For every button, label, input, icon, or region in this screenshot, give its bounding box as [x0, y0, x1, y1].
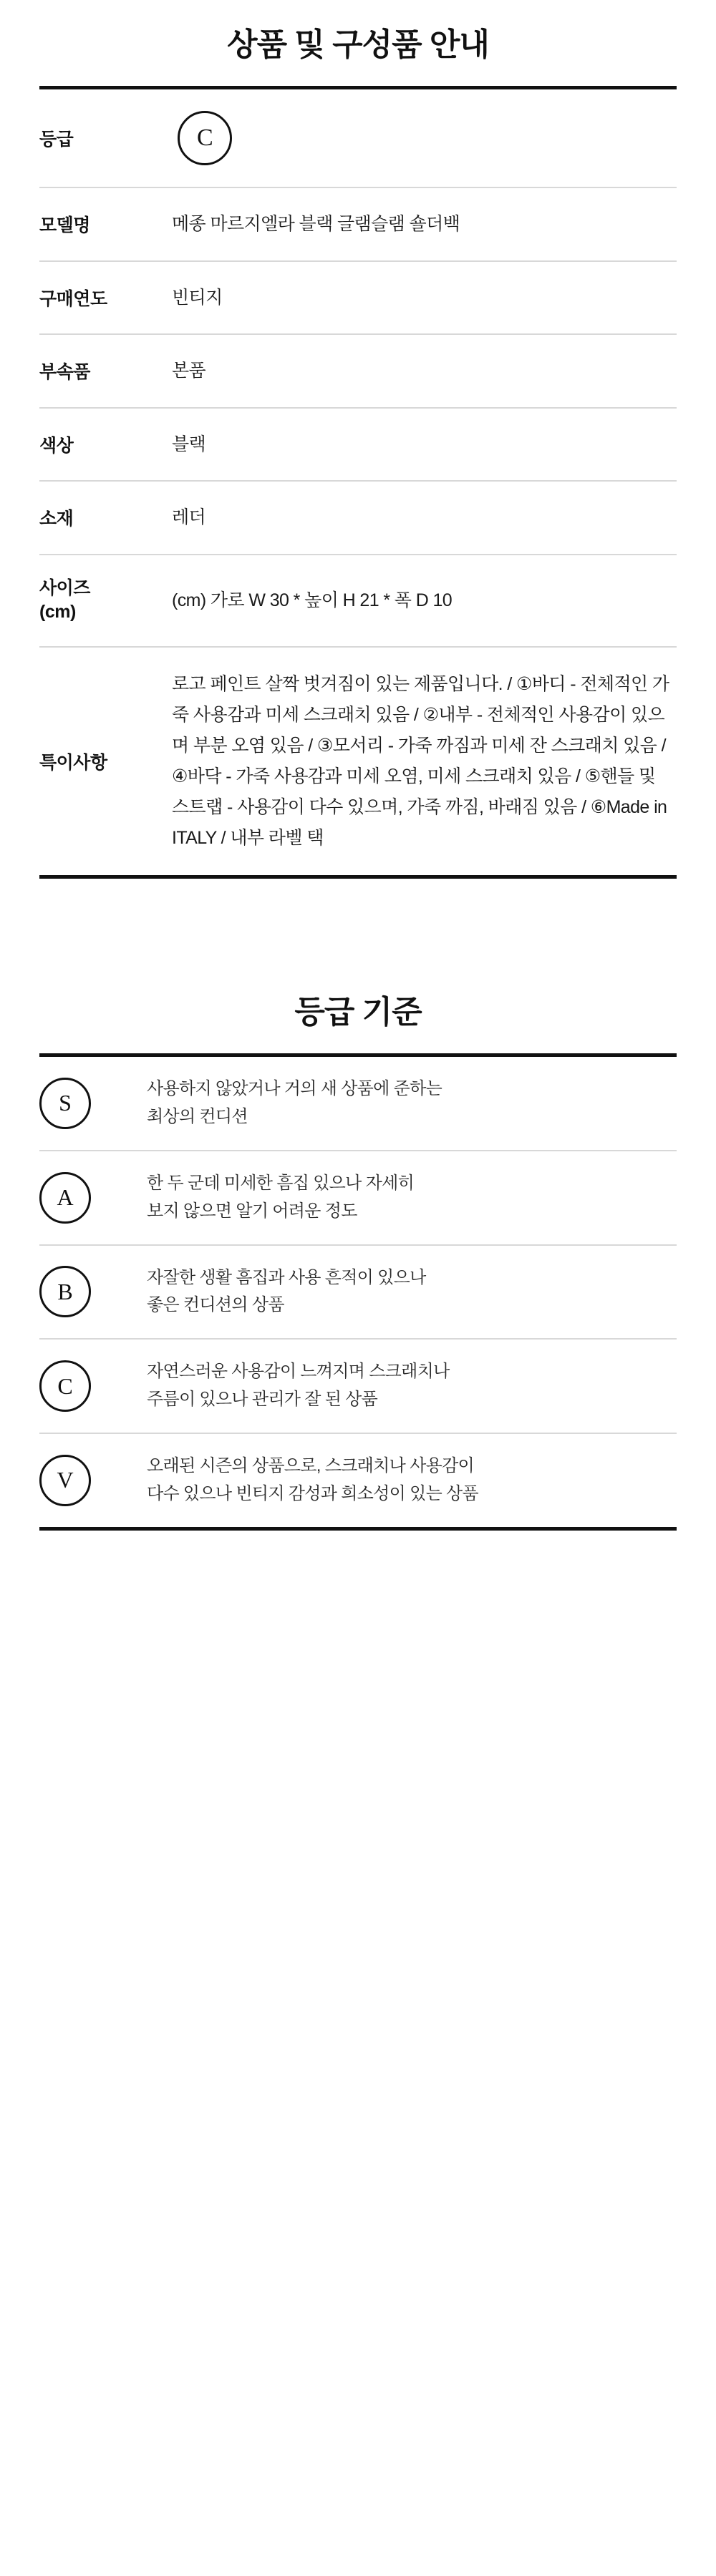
- grade-desc-s-line1: 사용하지 않았거나 거의 새 상품에 준하는: [147, 1079, 442, 1098]
- grade-badge-s: S: [39, 1078, 91, 1129]
- spec-value-model: 메종 마르지엘라 블랙 글램슬램 숄더백: [172, 187, 677, 261]
- table-row: [39, 261, 677, 335]
- grade-criteria-section: [0, 986, 716, 1531]
- grade-desc-v-line1: 오래된 시즌의 상품으로, 스크래치나 사용감이: [147, 1456, 475, 1475]
- table-row: [39, 1151, 677, 1245]
- spec-value-material: 레더: [172, 481, 677, 555]
- grade-criteria-table: [39, 1053, 677, 1531]
- grade-desc-c: [147, 1339, 677, 1433]
- grade-desc-v: [147, 1433, 677, 1528]
- table-row: [39, 187, 677, 261]
- spec-label-size: [39, 555, 172, 648]
- page-title: 상품 및 구성품 안내: [227, 27, 489, 62]
- spec-label-purchase-year: 구매연도: [39, 261, 172, 335]
- grade-mark-cell-c: [39, 1339, 147, 1433]
- spec-label-grade: 등급: [39, 88, 172, 188]
- grade-badge-a: A: [39, 1172, 91, 1224]
- grade-badge-v: V: [39, 1455, 91, 1506]
- section-divider-space: [0, 879, 716, 986]
- spec-label-size-line1: 사이즈: [39, 577, 90, 598]
- spec-label-size-line2: (cm): [39, 602, 76, 623]
- table-row: [39, 647, 677, 877]
- spec-value-accessories: 본품: [172, 334, 677, 408]
- grade-desc-a-line1: 한 두 군데 미세한 흠집 있으나 자세히: [147, 1173, 415, 1193]
- grade-mark-cell-v: [39, 1433, 147, 1528]
- spec-label-model: 모델명: [39, 187, 172, 261]
- grade-desc-s-line2: 최상의 컨디션: [147, 1106, 248, 1126]
- spec-value-color: 블랙: [172, 408, 677, 482]
- table-row: [39, 334, 677, 408]
- grade-desc-v-line2: 다수 있으나 빈티지 감성과 희소성이 있는 상품: [147, 1483, 479, 1503]
- spec-label-notes: 특이사항: [39, 647, 172, 877]
- grade-criteria-title: 등급 기준: [294, 995, 422, 1030]
- product-info-section: [0, 0, 716, 879]
- table-row: [39, 1055, 677, 1151]
- grade-desc-a: [147, 1151, 677, 1245]
- spec-value-notes: 로고 페인트 살짝 벗겨짐이 있는 제품입니다. / ①바디 - 전체적인 가죽 사용감과 미세 스크래치 있음 / ②내부 - 전체적인 사용감이 있으며 부분 오염 있음 / ③모서리 - 가죽 까짐과 미세 잔 스크래치 있음 / ④바닥 - 가죽 사용감과 미세 오염, 미세 스크래치 있음 / ⑤핸들 및 스트랩 - 사용감이 다수 있으며, 가죽 까짐, 바래짐 있음 / ⑥Made in ITALY / 내부 라벨 택: [172, 647, 677, 877]
- spec-label-material: 소재: [39, 481, 172, 555]
- spec-value-size: (cm) 가로 W 30 * 높이 H 21 * 폭 D 10: [172, 555, 677, 648]
- table-row: [39, 1245, 677, 1340]
- table-row: [39, 481, 677, 555]
- spec-label-color: 색상: [39, 408, 172, 482]
- grade-desc-b-line1: 자잘한 생활 흠집과 사용 흔적이 있으나: [147, 1267, 426, 1287]
- grade-mark-cell-s: [39, 1055, 147, 1151]
- spec-value-grade: [172, 88, 677, 188]
- grade-badge-b: B: [39, 1266, 91, 1317]
- table-row: [39, 555, 677, 648]
- grade-mark-cell-b: [39, 1245, 147, 1340]
- spec-label-accessories: 부속품: [39, 334, 172, 408]
- grade-desc-b: [147, 1245, 677, 1340]
- grade-mark-cell-a: [39, 1151, 147, 1245]
- table-row: [39, 1339, 677, 1433]
- table-row: [39, 1433, 677, 1528]
- grade-desc-c-line1: 자연스러운 사용감이 느껴지며 스크래치나: [147, 1362, 450, 1382]
- table-row: [39, 408, 677, 482]
- product-spec-table: [39, 86, 677, 879]
- grade-desc-b-line2: 좋은 컨디션의 상품: [147, 1295, 284, 1315]
- table-row: [39, 88, 677, 188]
- grade-badge-c: C: [39, 1360, 91, 1412]
- grade-desc-c-line2: 주름이 있으나 관리가 잘 된 상품: [147, 1390, 378, 1410]
- grade-badge: C: [178, 111, 232, 165]
- spec-value-purchase-year: 빈티지: [172, 261, 677, 335]
- grade-desc-s: [147, 1055, 677, 1151]
- grade-desc-a-line2: 보지 않으면 알기 어려운 정도: [147, 1201, 357, 1221]
